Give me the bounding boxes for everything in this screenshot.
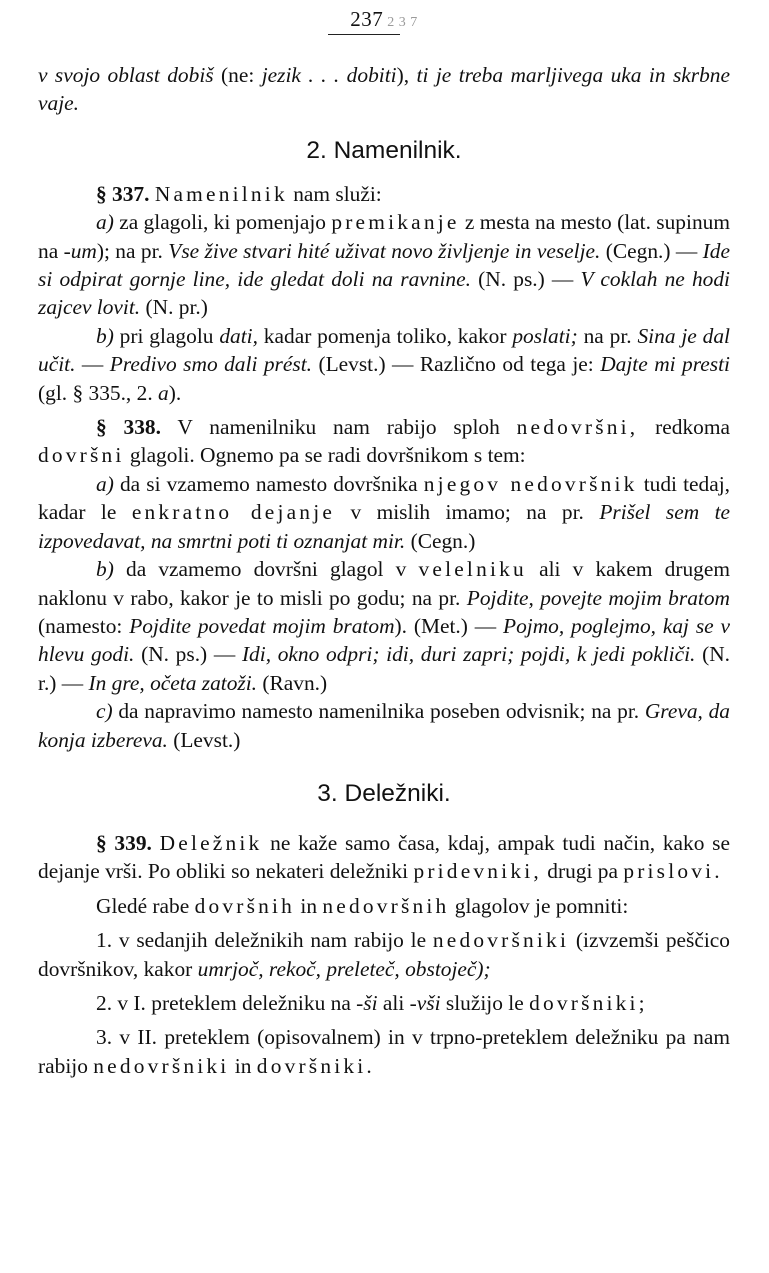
intro-paragraph: v svojo oblast dobiš (ne: jezik . . . dobiti), ti je treba marljivega uka in skrbne vaje. <box>38 63 731 116</box>
page-number-value: 237 <box>350 7 384 31</box>
pencil-annotation: 2 3 7 <box>387 15 418 30</box>
paragraph-338-b: b) da vzamemo dovršni glagol v velelniku ali v kakem drugem naklonu v rabo, kakor je to misli po godu; na pr. Pojdite, povejte mojim bratom (namesto: Pojdite povedat mojim bratom). (Met.) — Pojmo, poglejmo, kaj se v hlevu godi. (N. ps.) — Idi, okno odpri; idi, duri zapri; pojdi, k jedi pokliči. (N. r.) — In gre, očeta zatoži. (Ravn.) <box>38 557 731 695</box>
paragraph-337-b: b) pri glagolu dati, kadar pomenja toliko, kakor poslati; na pr. Sina je dal učit. — Predivo smo dali prést. (Levst.) — Različno od tega je: Dajte mi presti (gl. § 335., 2. a). <box>38 323 730 405</box>
list-item-3: 3. v II. preteklem (opisovalnem) in v trpno-preteklem deležniku pa nam rabijo nedovršniki in dovršniki. <box>38 1025 730 1078</box>
list-item-2: 2. v I. preteklem deležniku na -ši ali -vši služijo le dovršniki; <box>96 990 648 1015</box>
section-heading-namenilnik: 2. Namenilnik. <box>306 136 462 164</box>
book-page <box>38 6 730 1080</box>
paragraph-339-usage: Gledé rabe dovršnih in nedovršnih glagolov je pomniti: <box>96 893 629 918</box>
page-number <box>38 6 730 32</box>
paragraph-338-c: c) da napravimo namesto namenilnika poseben odvisnik; na pr. Greva, da konja izbereva. (Levst.) <box>38 699 730 752</box>
list-item-1: 1. v sedanjih deležnikih nam rabijo le nedovršniki (izvzemši peščico dovršnikov, kakor umrjoč, rekoč, preleteč, obstoječ); <box>38 928 730 981</box>
paragraph-337-a: a) za glagoli, ki pomenjajo premikanje z mesta na mesto (lat. supinum na -um); na pr. Vse žive stvari hité uživat novo življenje in veselje. (Cegn.) — Ide si odpirat gornje line, ide gledat doli na ravnine. (N. ps.) — V coklah ne hodi zajcev lovit. (N. pr.) <box>38 210 730 320</box>
paragraph-338-a: a) da si vzamemo namesto dovršnika njegov nedovršnik tudi tedaj, kadar le enkratno dejanje v mislih imamo; na pr. Prišel sem te izpovedavat, na smrtni poti ti oznanjat mir. (Cegn.) <box>38 471 731 553</box>
paragraph-338: § 338. V namenilniku nam rabijo sploh nedovršni, redkoma dovršni glagoli. Ognemo pa se radi dovršnikom s tem: <box>38 415 730 468</box>
paragraph-339: § 339. Deležnik ne kaže samo časa, kdaj, ampak tudi način, kako se dejanje vrši. Po obliki so nekateri deležniki pridevniki, drugi pa prislovi. <box>38 830 730 884</box>
section-heading-delezniki: 3. Deležniki. <box>317 779 451 807</box>
header-rule <box>328 34 400 35</box>
paragraph-337: § 337. Namenilnik nam služi: <box>96 181 382 206</box>
